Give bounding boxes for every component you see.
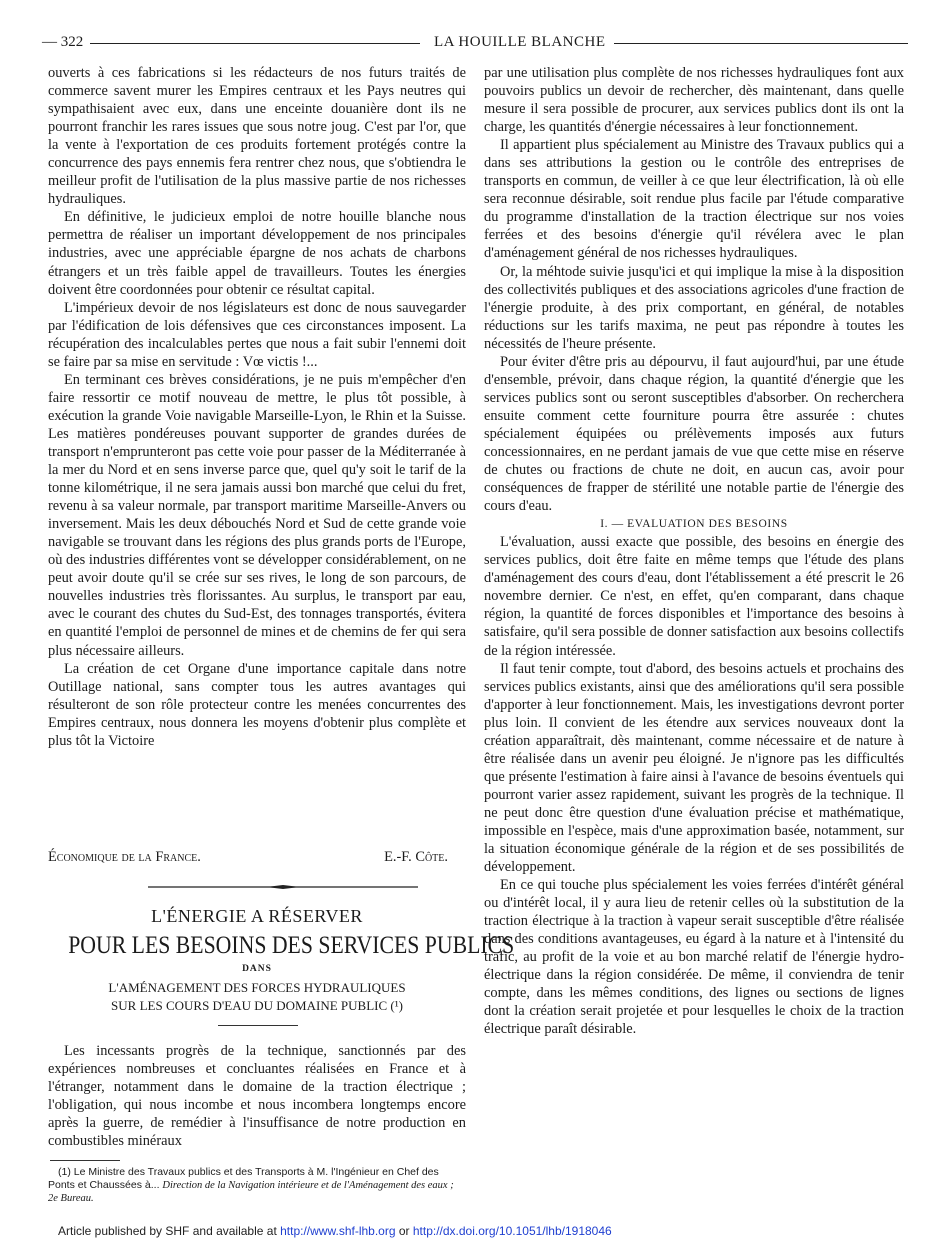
paragraph: En terminant ces brèves considérations, je ne puis m'empêcher d'en faire ressortir ce motif nouveau de mettre, le plus tôt possible, à exécution la grande Voie navigable Marseille-Lyon, le Rhin et la Suisse. Les matières pondéreuses pouvant supporter de grandes durées de transport n'emprunteront pas cette voie pour passer de la Méditerranée à la mer du Nord et en sens inverse parce que, quel qu'y soit le tarif de la tonne kilométrique, il ne sera jamais aussi bon marché que celui du fret, revenu à sa valeur normale, par transport maritime Marseille-Anvers ou inversement. Mais les deux débouchés Nord et Sud de cette grande voie navigable se trouvant dans les régions des plus grands ports de l'Europe, où des industries différentes vont se développer considérablement, on ne peut avoir doute qu'il se crée sur ses rives, le long de son parcours, de nouvelles industries très florissantes. Au surplus, le transport par eau, avec le courant des chutes du Sud-Est, des tonnages transportés, évitera en quantité l'emploi de personnel de mines et de chemins de fer qui sera plus nécessaire ailleurs. bbox=[48, 371, 466, 659]
header-rule-left bbox=[90, 43, 420, 44]
page-number: — 322 bbox=[42, 34, 84, 50]
paragraph: Or, la méhtode suivie jusqu'ici et qui implique la mise à la disposition des collectivités publiques et des associations agricoles d'une fraction de l'énergie produite, à des prix comportant, en général, de notables réductions sur les tarifs maxima, ne peut pas répondre à toutes les nécessités de l'heure présente. bbox=[484, 263, 904, 352]
paragraph: Il faut tenir compte, tout d'abord, des besoins actuels et prochains des services publics existants, ainsi que des améliorations qu'il sera possible d'apporter à leur fonctionnement. Mais, les investigations devront porter plus loin. Il convient de les étendre aux services nouveaux dont la création apparaîtrait, dès maintenant, comme nécessaire et de nature à être réalisée dans un avenir peu éloigné. Je n'ignore pas les difficultés que présente l'estimation à faire ainsi à l'avance de besoins éventuels qui pourront varier assez rapidement, suivant les progrès de la technique. Il ne peut donc être question d'une évaluation précise et mathématique, impossible en l'espèce, mais d'une approximation basée, notamment, sur la situation économique générale de la région et de ses possibilités de développement. bbox=[484, 660, 904, 876]
credit-prefix: Article published by SHF and available at bbox=[58, 1224, 281, 1238]
article-subtitle: L'AMÉNAGEMENT DES FORCES HYDRAULIQUES bbox=[108, 980, 406, 995]
paragraph: ouverts à ces fabrications si les rédacteurs de nos futurs traités de commerce savent murer les Empires centraux et les Pays neutres qui sympathisaient avec eux, dans une enceinte douanière dont ils ne pourront franchir les rares issues que sous notre joug. C'est par l'or, que la vente à l'exportation de ces produits fortement protégés contre la concurrence des pays ennemis fera rentrer chez nous, que s'obtiendra le meilleur profit de l'utilisation de la plus massive partie de nos richesses hydrauliques. bbox=[48, 65, 466, 208]
title-rule bbox=[218, 1025, 298, 1026]
article-kicker: L'ÉNERGIE A RÉSERVER bbox=[151, 906, 363, 926]
paragraph: La création de cet Organe d'une importance capitale dans notre Outillage national, sans compter tous les autres avantages qui résulteront de son rôle protecteur contre les menées concurrentes des Empires centraux, nous donnera les moyens d'obtenir plus complète et plus tôt la Victoire bbox=[48, 660, 466, 749]
footnote-italic: Direction de la Navigation intérieure et de l'Aménagement des eaux ; 2e Bureau. bbox=[48, 1179, 454, 1205]
running-head bbox=[42, 34, 908, 52]
doi-link[interactable]: http://dx.doi.org/10.1051/lhb/1918046 bbox=[412, 1224, 612, 1238]
footnote bbox=[48, 1166, 466, 1206]
header-rule-right bbox=[614, 43, 908, 44]
section-heading: I. — EVALUATION DES BESOINS bbox=[600, 518, 788, 531]
footnote-text: (1) Le Ministre des Travaux publics et des Transports à M. l'Ingénieur en Chef des Ponts et Chaussées à... bbox=[48, 1166, 439, 1191]
publication-credit bbox=[58, 1224, 918, 1238]
article-intro bbox=[48, 1042, 466, 1150]
article-signoff bbox=[48, 848, 466, 866]
ornament-divider bbox=[148, 885, 418, 889]
paragraph: Il appartient plus spécialement au Ministre des Travaux publics qui a dans ses attributions la gestion ou le contrôle des entreprises de transports en commun, de veiller à ce que leur électrification, là où elle sera reconnue désirable, soit rendue plus facile par l'étude comparative du programme d'installation de la traction électrique sur nos voies ferrées et des besoins d'énergie qu'il révélera avec le plan d'aménagement général de nos richesses hydrauliques. bbox=[484, 137, 904, 262]
credit-middle: or bbox=[395, 1224, 413, 1238]
footnote-rule bbox=[50, 1160, 120, 1161]
closing-line: Économique de la France. bbox=[48, 849, 201, 865]
paragraph: par une utilisation plus complète de nos richesses hydrauliques font aux pouvoirs publics un devoir de rechercher, dès maintenant, dans quelle mesure il sera possible de procurer, aux services publics dont ils ont la charge, les quantités d'énergie nécessaires à leur fonctionnement. bbox=[484, 65, 904, 136]
article-subtitle: SUR LES COURS D'EAU DU DOMAINE PUBLIC (¹) bbox=[111, 998, 403, 1013]
shf-link[interactable]: http://www.shf-lhb.org bbox=[280, 1224, 396, 1238]
journal-title: LA HOUILLE BLANCHE bbox=[434, 34, 606, 50]
paragraph: Les incessants progrès de la technique, sanctionnés par des expériences nombreuses et concluantes réalisées en France et à l'étranger, notamment dans le domaine de la traction électrique ; l'obligation, qui nous incombe et nous incombera longtemps encore après la guerre, de remédier à l'insuffisance de notre production en combustibles minéraux bbox=[48, 1043, 466, 1149]
author-name: E.-F. Côte. bbox=[384, 849, 448, 865]
left-column bbox=[48, 64, 466, 750]
paragraph: En ce qui touche plus spécialement les voies ferrées d'intérêt général ou d'intérêt local, il y aura lieu de retenir celles où la substitution de la traction électrique à la traction à vapeur serait susceptible d'être réalisée dans des conditions avantageuses, eu égard à la nature et à l'intensité du trafic, au profit de la voie et au bon marché relatif de l'énergie hydro-électrique dans la région considérée. De même, il conviendra de tenir compte, dans les mêmes conditions, des lignes ou sections de lignes dont la création serait projetée et pour lesquelles le choix de la traction électrique paraît désirable. bbox=[484, 877, 904, 1038]
paragraph: Pour éviter d'être pris au dépourvu, il faut aujourd'hui, par une étude d'ensemble, prévoir, dans chaque région, la quantité d'énergie que les services publics sont ou seront susceptibles d'absorber. On recherchera ensuite comment cette fourniture pourra être assurée : chutes spécialement équipées ou prélèvements imposés aux futurs concessionnaires, en ne perdant jamais de vue que cette mise en réserve de chutes ou fractions de chute ne doit, en aucun cas, avoir pour conséquences de frapper de stérilité une notable partie de l'énergie des cours d'eau. bbox=[484, 353, 904, 515]
paragraph: L'impérieux devoir de nos législateurs est donc de nous sauvegarder par l'édification de lois défensives que ces circonstances imposent. La récupération des incalculables pertes que nous a fait subir l'ennemi doit se faire par sa mise en servitude : Vœ victis !... bbox=[48, 299, 466, 370]
paragraph: En définitive, le judicieux emploi de notre houille blanche nous permettra de réaliser un important développement de nos principales industries, avec une appréciable épargne de nos achats de charbons étrangers et un très faible appel de travailleurs. Toutes les énergies doivent être coordonnées pour obtenir ce résultat capital. bbox=[48, 209, 466, 298]
article-title: POUR LES BESOINS DES SERVICES PUBLICS bbox=[68, 932, 515, 959]
article-connector: DANS bbox=[242, 964, 272, 974]
paragraph: L'évaluation, aussi exacte que possible, des besoins en énergie des services publics, doit être faite en même temps que l'étude des plans d'aménagement des cours d'eau, dont l'établissement a été prescrit le 26 novembre dernier. Ce n'est, en effet, qu'en comparant, dans chaque région, la quantité de forces disponibles et l'importance des besoins à satisfaire, qu'il sera possible de donner satisfaction aux besoins collectifs de la région intéressée. bbox=[484, 534, 904, 659]
right-column bbox=[484, 64, 904, 1039]
